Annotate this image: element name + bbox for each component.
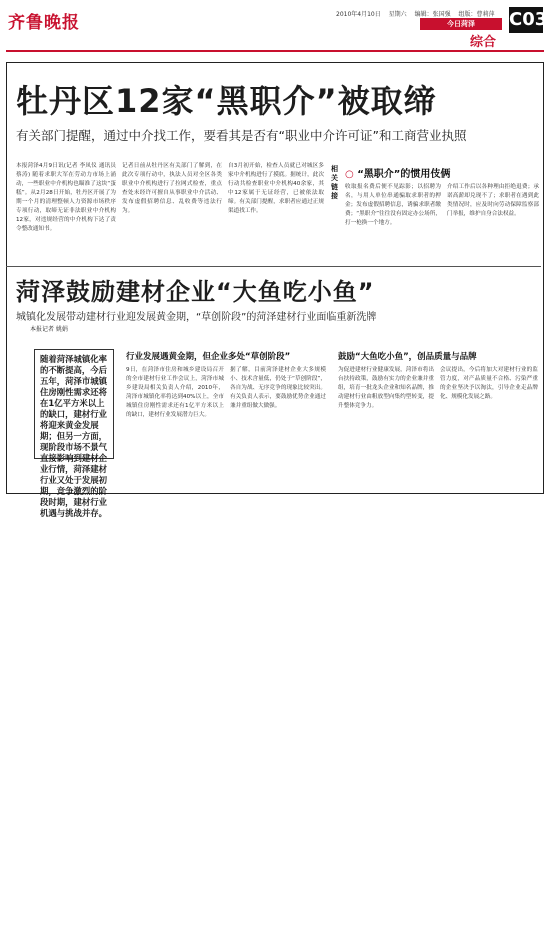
section-tag: 今日菏泽	[420, 18, 502, 30]
newspaper-logo: 齐鲁晚报	[8, 13, 80, 33]
story2-subhead-1: 行业发展遇黄金期，但企业多处“草创阶段”	[126, 352, 291, 362]
story1-headline: 牡丹区12家“黑职介”被取缔	[16, 82, 437, 120]
story2-subheadline: 城镇化发展带动建材行业迎发展黄金期，“草创阶段”的菏泽建材行业面临重新洗牌	[16, 312, 377, 323]
story1-column-2: 记者日前从牡丹区有关部门了解到，在此次专项行动中，执法人员对全区各类职业中介机构进行了拉网式检查，重点查处未经许可擅自从事职业中介活动、发布虚假招聘信息、乱收费等违法行为。	[122, 163, 222, 214]
related-link-title	[345, 165, 450, 180]
related-link-title-text: “黑职介”的惯用伎俩	[357, 169, 451, 180]
sidebar-column-1: 收取报名费后便不见踪影；以招聘为名，与用人单位串通骗取求职者的押金；发布虚假招聘信息，诱骗求职者缴费；“黑职介”往往没有固定办公场所，打一枪换一个地方。	[345, 184, 441, 226]
related-link-box	[331, 161, 541, 263]
story2-column-1: 9日，在菏泽市住房和城乡建设局召开的全市建材行业工作会议上，菏泽市城乡建设局相关负责人介绍，2010年，菏泽市城镇化率将达到40%以上，全市城镇住房刚性需求还有1亿平方米以上的缺口，建材行业发展潜力巨大。	[126, 367, 224, 418]
pull-quote: 随着菏泽城镇化率的不断提高，今后五年，菏泽市城镇住房刚性需求还将在1亿平方米以上的缺口，建材行业将迎来黄金发展期；但另一方面，现阶段市场不景气直接影响到建材企业行情，菏泽建材行业又处于发展初期，竞争激烈的阶段时期，建材行业机遇与挑战并存。	[34, 349, 114, 459]
story2-headline: 菏泽鼓励建材企业“大鱼吃小鱼”	[16, 278, 375, 306]
issue-date: 2010年4月10日	[336, 11, 381, 18]
masthead-rule	[6, 50, 544, 52]
story2-column-3: 为促进建材行业健康发展，菏泽市将出台扶持政策，鼓励有实力的企业兼并重组，培育一批龙头企业和知名品牌，推动建材行业由粗放型向集约型转变，提升整体竞争力。	[338, 367, 434, 409]
dateline	[336, 9, 501, 18]
story-divider	[6, 266, 541, 267]
newspaper-page	[6, 4, 548, 518]
page-number: C03	[509, 7, 543, 33]
related-link-tag: 相关链接	[331, 165, 338, 200]
masthead	[6, 4, 548, 52]
editor-credit: 编辑：张国强	[414, 11, 451, 18]
story1-column-3: 自3月初开始，检查人员就已对城区多家中介机构进行了摸底。据统计，此次行动共检查职业中介机构40余家，其中12家属于无证经营，已被依法取缔。有关部门提醒，求职者应通过正规渠道找工作。	[228, 163, 324, 214]
section-name: 综合	[470, 35, 497, 50]
issue-weekday: 星期六	[388, 11, 407, 18]
story2-column-4: 会议提出，今后将加大对建材行业的监管力度，对产品质量不合格、污染严重的企业坚决予以淘汰，引导企业走品牌化、规模化发展之路。	[440, 367, 538, 400]
story2-subhead-2: 鼓励“大鱼吃小鱼”，创品质量与品牌	[338, 352, 477, 362]
story1-column-1: 本报菏泽4月9日讯(记者 李凤仪 通讯员 蔡涛) 随着求职大军在劳动力市场上涌动，一些职业中介机构也瞄准了这块“蛋糕”。从2月28日开始，牡丹区开展了为期一个月的清理整顿人力资源市场秩序专项行动，取缔无证非法职业中介机构12家，对违规经营的中介机构下达了责令整改通知书。	[16, 163, 116, 232]
story1-subheadline: 有关部门提醒，通过中介找工作，要看其是否有“职业中介许可证”和工商营业执照	[16, 128, 467, 143]
sidebar-column-2: 介绍工作后以各种理由拒绝退费；承诺高薪却兑现不了；求职者在遇到此类情况时，应及时向劳动保障监察部门举报，维护自身合法权益。	[447, 184, 539, 217]
story2-column-2: 据了解，目前菏泽建材企业大多规模小、技术含量低，仍处于“草创阶段”，各自为战、无序竞争的现象比较突出。有关负责人表示，要鼓励优势企业通过兼并重组做大做强。	[230, 367, 326, 409]
designer-credit: 组版：曹莉萍	[458, 11, 495, 18]
bullet-icon: ○	[345, 169, 354, 180]
story2-byline: 本报记者 姚娟	[30, 326, 68, 333]
